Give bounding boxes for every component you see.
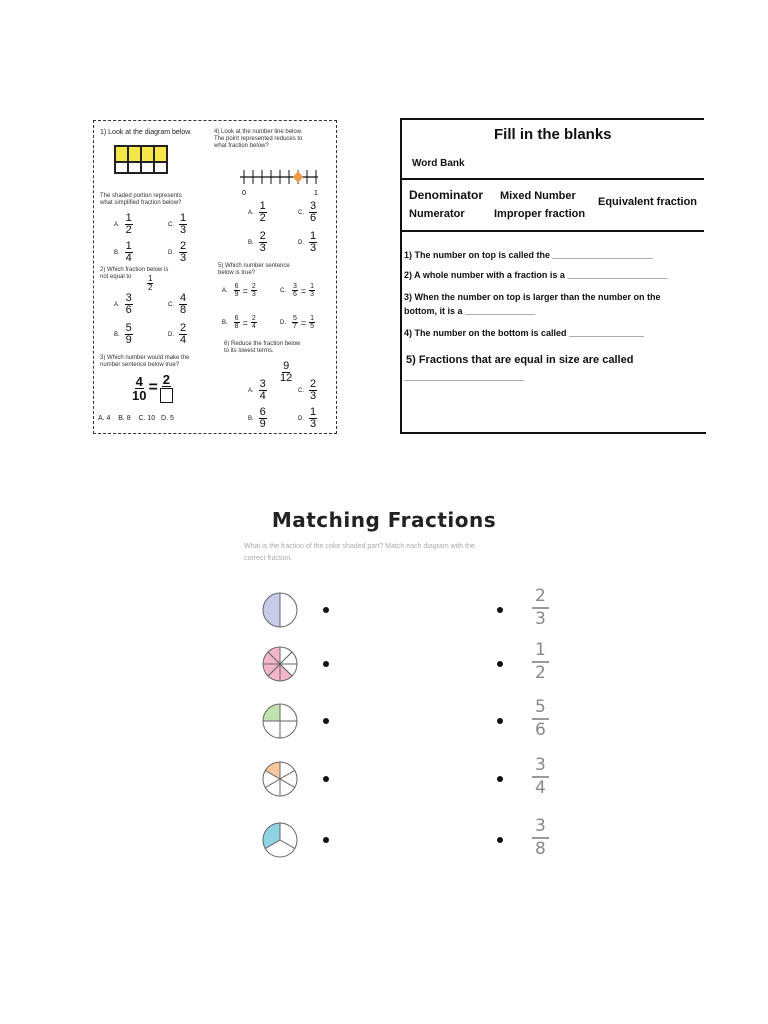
q3-text: 3) Which number would make the number sentence below true?: [100, 355, 190, 368]
number-line-diagram: [234, 165, 324, 199]
blank-item-2: 2) A whole number with a fraction is a ____________________: [404, 270, 668, 280]
blank-item-5-line: ________________________: [404, 372, 525, 382]
left-match-dot[interactable]: [323, 718, 329, 724]
word-mixed-number: Mixed Number: [500, 190, 576, 202]
blank-item-3: 3) When the number on top is larger than the number on the: [404, 292, 661, 302]
q6_opts-option[interactable]: B. $\frac{6}{9}$: [248, 406, 266, 430]
sixths-circle-icon[interactable]: [260, 759, 300, 799]
number-line-end: 1: [314, 190, 318, 197]
blank-item-1: 1) The number on top is called the ____________________: [404, 250, 653, 260]
matching-title: Matching Fractions: [271, 508, 497, 532]
q2_opts-option[interactable]: B. $\frac{5}{9}$: [114, 322, 132, 346]
shaded-grid-diagram: [114, 145, 168, 174]
circle-slice: [263, 593, 280, 627]
q4_opts-option[interactable]: B. $\frac{2}{3}$: [248, 230, 266, 254]
blank-item-5: 5) Fractions that are equal in size are called: [406, 354, 634, 366]
q5-option[interactable]: B. $\frac{6}{8}$ = $\frac{2}{4}$: [222, 315, 256, 330]
q1_opts-option[interactable]: A. $\frac{1}{2}$: [114, 212, 132, 236]
left-match-dot[interactable]: [323, 776, 329, 782]
word-equivalent-fraction: Equivalent fraction: [598, 196, 698, 208]
q6-fraction: $\frac{9}{12}$: [280, 360, 293, 384]
match-fraction: 3 4: [532, 757, 549, 797]
q4-text: 4) Look at the number line below. The point represented reduces to what fraction below?: [214, 129, 303, 149]
blank-item-3-cont: bottom, it is a ______________: [404, 306, 536, 316]
circle-slice: [263, 704, 280, 721]
q6_opts-option[interactable]: C. $\frac{2}{3}$: [298, 378, 317, 402]
q5-option[interactable]: D. $\frac{5}{7}$ = $\frac{1}{5}$: [280, 315, 315, 330]
blank-item-4: 4) The number on the bottom is called _______________: [404, 328, 645, 338]
word-bank-label: Word Bank: [412, 158, 465, 169]
left-match-dot[interactable]: [323, 607, 329, 613]
eighths-circle-icon[interactable]: [260, 644, 300, 684]
q4_opts-option[interactable]: D. $\frac{1}{3}$: [298, 230, 317, 254]
q1_opts-option[interactable]: B. $\frac{1}{4}$: [114, 240, 132, 264]
q5-option[interactable]: C. $\frac{3}{6}$ = $\frac{1}{3}$: [280, 283, 315, 298]
right-match-dot[interactable]: [497, 776, 503, 782]
q5-text: 5) Which number sentence below is true?: [218, 263, 290, 276]
circle-slice: [280, 704, 297, 721]
match-fraction: 2 3: [532, 588, 549, 628]
q2-reference-fraction: $\frac{1}{2}$: [148, 274, 153, 292]
divider: [402, 118, 704, 120]
word-improper-fraction: Improper fraction: [494, 208, 586, 220]
thirds-circle-icon[interactable]: [260, 820, 300, 860]
q6-text: 6) Reduce the fraction below to its lowest terms.: [224, 341, 301, 354]
match-fraction: 5 6: [532, 699, 549, 739]
left-match-dot[interactable]: [323, 837, 329, 843]
quarters-circle-icon[interactable]: [260, 701, 300, 741]
right-match-dot[interactable]: [497, 607, 503, 613]
q4_opts-option[interactable]: C. $\frac{3}{6}$: [298, 200, 317, 224]
matching-instructions: What is the fraction of the color shaded part? Match each diagram with the correct fraction.: [244, 543, 475, 562]
q3-equation: $\frac{4}{10}$ = 2: [132, 373, 173, 403]
number-line-start: 0: [242, 190, 246, 197]
q1_opts-option[interactable]: C. $\frac{1}{3}$: [168, 212, 187, 236]
circle-slice: [263, 721, 280, 738]
right-match-dot[interactable]: [497, 837, 503, 843]
left-match-dot[interactable]: [323, 661, 329, 667]
fractions-quiz-worksheet: [93, 120, 337, 434]
q1-text: The shaded portion represents what simplified fraction below?: [100, 193, 182, 206]
match-fraction: 1 2: [532, 642, 549, 682]
q3-answer-choices: A. 4 B. 8 C. 10 D. 5: [98, 415, 174, 422]
divider: [402, 230, 704, 232]
q4_opts-option[interactable]: A. $\frac{1}{2}$: [248, 200, 266, 224]
q1-prompt: 1) Look at the diagram below.: [100, 129, 192, 136]
q5-option[interactable]: A. $\frac{6}{9}$ = $\frac{2}{3}$: [222, 283, 256, 298]
right-match-dot[interactable]: [497, 718, 503, 724]
word-numerator: Numerator: [409, 208, 465, 220]
fill-in-blanks-worksheet: [400, 118, 706, 434]
fill-blanks-title: Fill in the blanks: [494, 126, 612, 143]
q6_opts-option[interactable]: A. $\frac{3}{4}$: [248, 378, 266, 402]
q2_opts-option[interactable]: D. $\frac{2}{4}$: [168, 322, 187, 346]
divider: [402, 178, 704, 180]
q2-text: 2) Which fraction below is not equal to: [100, 267, 169, 280]
word-denominator: Denominator: [409, 188, 484, 202]
match-fraction: 3 8: [532, 818, 549, 858]
right-match-dot[interactable]: [497, 661, 503, 667]
q1_opts-option[interactable]: D. $\frac{2}{3}$: [168, 240, 187, 264]
q2_opts-option[interactable]: C. $\frac{4}{8}$: [168, 292, 187, 316]
circle-slice: [280, 721, 297, 738]
half-circle-icon[interactable]: [260, 590, 300, 630]
q6_opts-option[interactable]: D. $\frac{1}{3}$: [298, 406, 317, 430]
circle-slice: [280, 593, 297, 627]
q2_opts-option[interactable]: A. $\frac{3}{6}$: [114, 292, 132, 316]
